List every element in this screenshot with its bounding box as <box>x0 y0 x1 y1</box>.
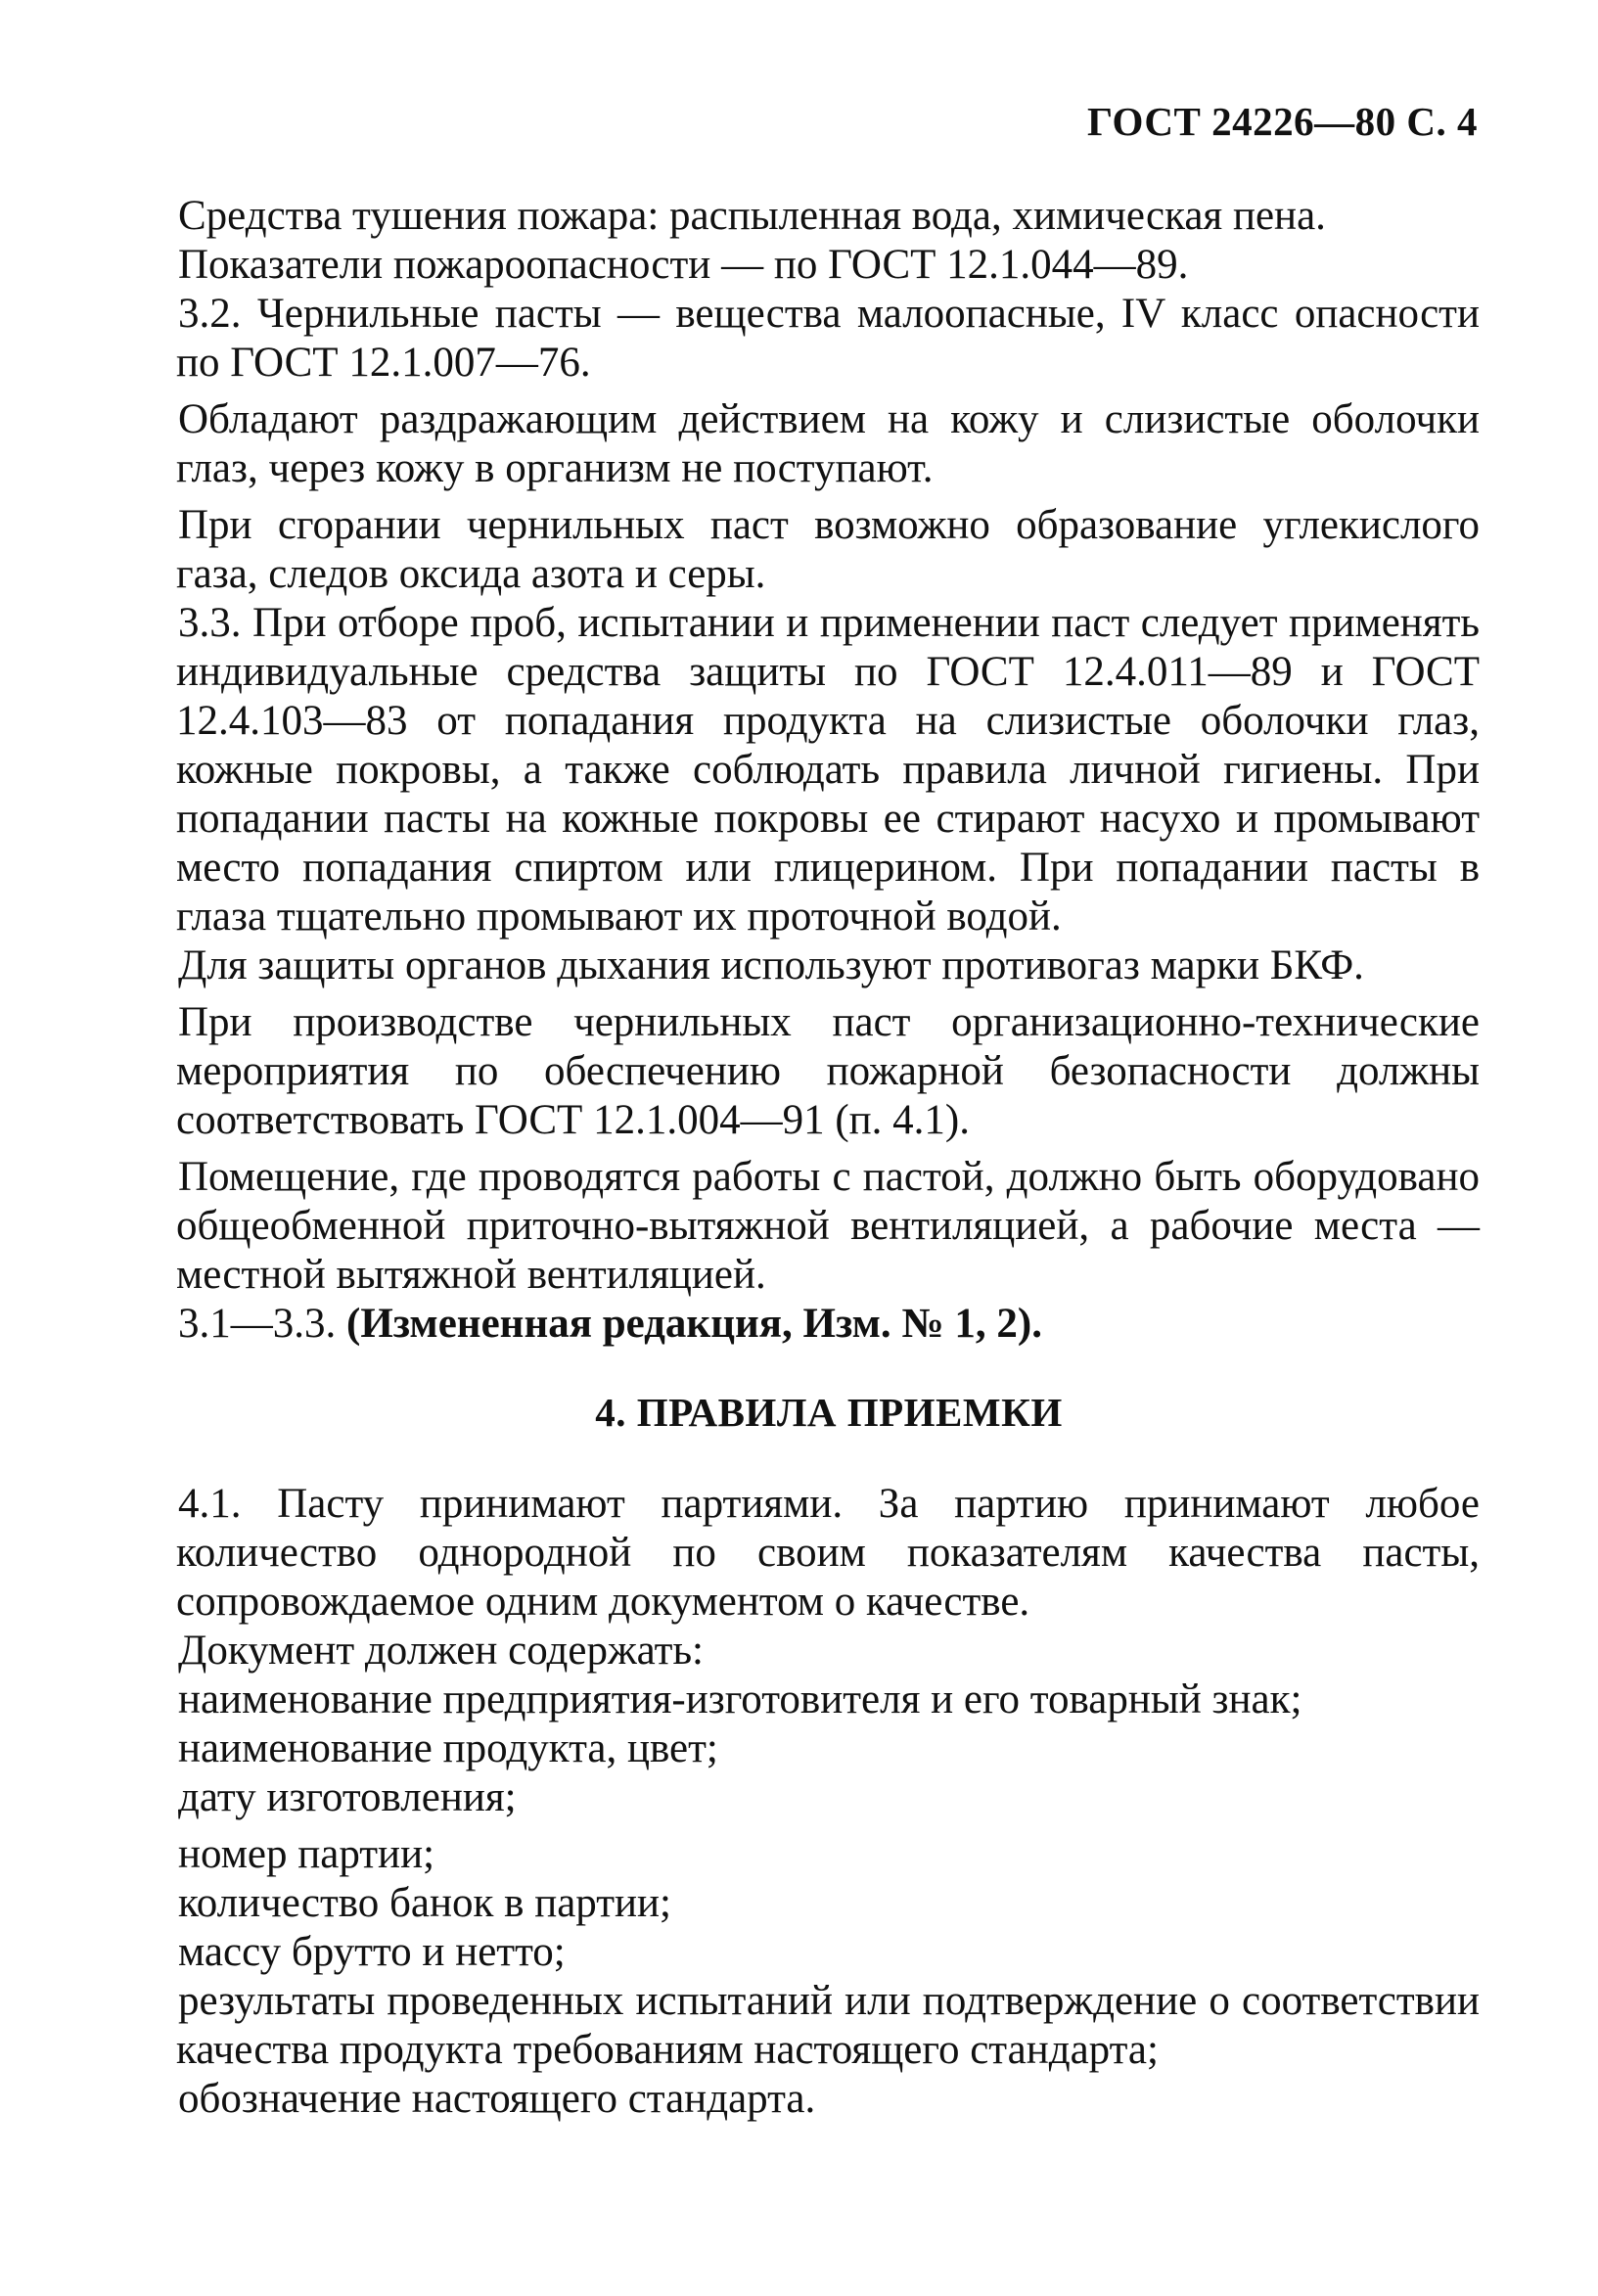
list-item: номер партии; <box>178 1831 435 1877</box>
section-title: 4. ПРАВИЛА ПРИЕМКИ <box>595 1390 1063 1435</box>
amendment-note: (Измененная редакция, Изм. № 1, 2). <box>346 1301 1042 1347</box>
list-item: дату изготовления; <box>178 1774 517 1820</box>
paragraph-3-2: 3.2. Чернильные пасты — вещества малоопасные, IV класс опасности по ГОСТ 12.1.007—76. <box>176 291 1480 386</box>
paragraph-document-contents: Документ должен содержать: <box>178 1628 704 1674</box>
paragraph-amendment <box>176 1300 1480 1349</box>
paragraph-ventilation: Помещение, где проводятся работы с пастой, должно быть оборудовано общеобменной приточно-вытяжной вентиляцией, а рабочие места — местной вытяжной вентиляцией. <box>176 1154 1480 1298</box>
list-item: результаты проведенных испытаний или подтверждение о соответствии качества продукта требованиям настоящего стандарта; <box>176 1978 1480 2073</box>
list-item: массу брутто и нетто; <box>178 1929 566 1975</box>
list-item: обозначение настоящего стандарта. <box>178 2076 816 2122</box>
amendment-ref: 3.1—3.3. <box>178 1301 346 1347</box>
paragraph-respiratory: Для защиты органов дыхания используют противогаз марки БКФ. <box>178 942 1364 988</box>
paragraph-3-3: 3.3. При отборе проб, испытании и применении паст следует применять индивидуальные средства защиты по ГОСТ 12.4.011—89 и ГОСТ 12.4.103—83 от попадания продукта на слизистые оболочки глаз, кожные покровы, а также соблюдать правила личной гигиены. При попадании пасты на кожные покровы ее стирают насухо и промывают место попадания спиртом или глицерином. При попадании пасты в глаза тщательно промывают их проточной водой. <box>176 600 1480 940</box>
paragraph-irritation: Обладают раздражающим действием на кожу и слизистые оболочки глаз, через кожу в организм не поступают. <box>176 396 1480 491</box>
paragraph-fire-safety: При производстве чернильных паст организационно-технические мероприятия по обеспечению пожарной безопасности должны соответствовать ГОСТ 12.1.004—91 (п. 4.1). <box>176 999 1480 1143</box>
list-item: наименование продукта, цвет; <box>178 1725 718 1771</box>
page-header: ГОСТ 24226—80 С. 4 <box>1086 99 1478 144</box>
paragraph-combustion: При сгорании чернильных паст возможно образование углекислого газа, следов оксида азота и серы. <box>176 502 1480 597</box>
document-body <box>176 192 1480 2124</box>
list-item: наименование предприятия-изготовителя и его товарный знак; <box>178 1676 1302 1722</box>
paragraph-4-1: 4.1. Пасту принимают партиями. За партию принимают любое количество однородной по своим показателям качества пасты, сопровождаемое одним документом о качестве. <box>176 1481 1480 1625</box>
paragraph-fire-hazard: Показатели пожароопасности — по ГОСТ 12.1.044—89. <box>178 242 1189 288</box>
list-item: количество банок в партии; <box>178 1880 671 1926</box>
paragraph-extinguishing: Средства тушения пожара: распыленная вода, химическая пена. <box>178 193 1326 239</box>
